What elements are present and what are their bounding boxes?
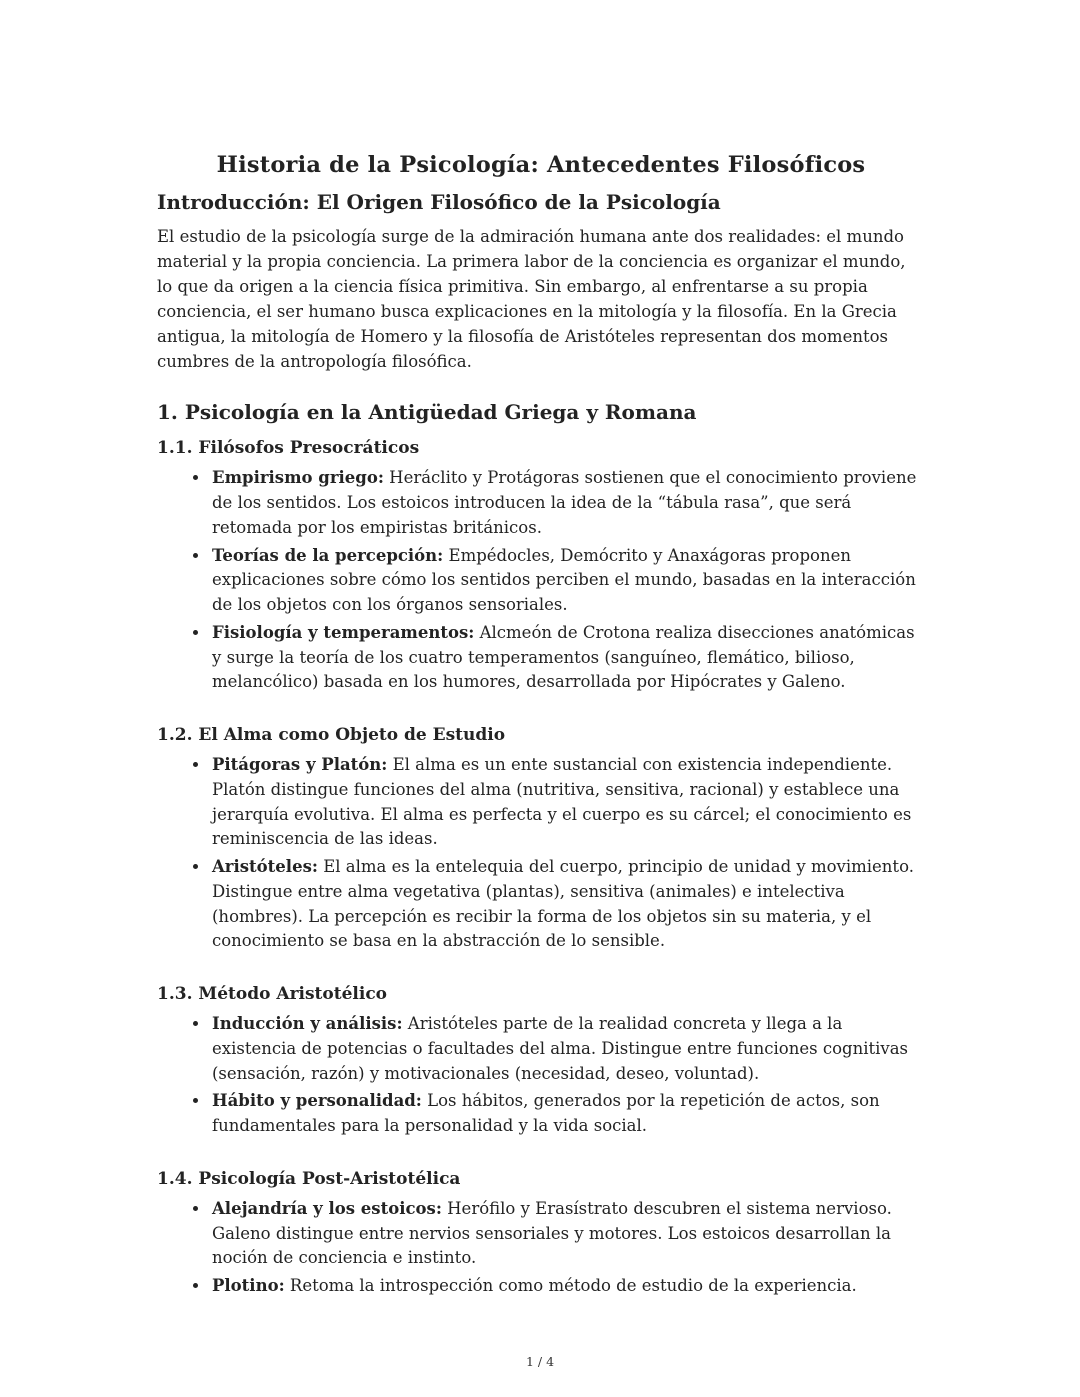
list-item xyxy=(210,544,925,618)
bullet-text: Retoma la introspección como método de estudio de la experiencia. xyxy=(284,1276,857,1296)
bullet-lead: Fisiología y temperamentos: xyxy=(212,622,475,642)
subsection-1-3-heading: 1.3. Método Aristotélico xyxy=(157,984,388,1005)
bullet-lead: Alejandría y los estoicos: xyxy=(212,1198,442,1218)
subsection-1-1-heading: 1.1. Filósofos Presocráticos xyxy=(157,438,420,459)
bullet-lead: Plotino: xyxy=(212,1276,285,1296)
subsection-1-4-heading: 1.4. Psicología Post-Aristotélica xyxy=(157,1168,461,1189)
bullet-lead: Pitágoras y Platón: xyxy=(212,755,388,775)
list-item xyxy=(210,621,925,695)
list-item xyxy=(210,1089,925,1139)
subsection-1-4-list xyxy=(157,1197,925,1299)
list-item xyxy=(210,466,925,540)
bullet-lead: Teorías de la percepción: xyxy=(212,545,444,565)
subsection-1-3-list xyxy=(157,1012,925,1139)
bullet-lead: Inducción y análisis: xyxy=(212,1014,403,1034)
bullet-text: Aristóteles parte de la realidad concreta y llega a la existencia de potencias o facultades del alma. Distingue entre funciones cognitivas (sensación, razón) y motivacionales (necesidad, deseo, voluntad). xyxy=(212,1014,909,1083)
bullet-text: Alcmeón de Crotona realiza disecciones anatómicas y surge la teoría de los cuatro temperamentos (sanguíneo, flemático, bilioso, melancólico) basada en los humores, desarrollada por Hipócrates y Galeno. xyxy=(212,622,915,692)
intro-paragraph: El estudio de la psicología surge de la admiración humana ante dos realidades: el mundo material y la propia conciencia. La primera labor de la conciencia es organizar el mundo, lo que da origen a la ciencia física primitiva. Sin embargo, al enfrentarse a su propia conciencia, el ser humano busca explicaciones en la mitología y la filosofía. En la Grecia antigua, la mitología de Homero y la filosofía de Aristóteles representan dos momentos cumbres de la antropología filosófica. xyxy=(157,227,906,372)
page-number: 1 / 4 xyxy=(525,1354,555,1369)
bullet-lead: Hábito y personalidad: xyxy=(212,1091,422,1111)
bullet-text: Empédocles, Demócrito y Anaxágoras proponen explicaciones sobre cómo los sentidos perciben el mundo, basadas en la interacción de los objetos con los órganos sensoriales. xyxy=(212,545,916,615)
list-item xyxy=(210,1012,925,1086)
list-item xyxy=(210,1274,925,1299)
bullet-text: Los hábitos, generados por la repetición de actos, son fundamentales para la personalidad y la vida social. xyxy=(212,1091,880,1136)
subsection-1-2-heading: 1.2. El Alma como Objeto de Estudio xyxy=(157,725,506,746)
list-item xyxy=(210,753,925,852)
subsection-1-2-list xyxy=(157,753,925,954)
bullet-lead: Empirismo griego: xyxy=(212,468,384,488)
list-item xyxy=(210,855,925,954)
bullet-text: Herófilo y Erasístrato descubren el sistema nervioso. Galeno distingue entre nervios sensoriales y motores. Los estoicos desarrollan la noción de conciencia e instinto. xyxy=(212,1198,892,1268)
bullet-lead: Aristóteles: xyxy=(212,857,318,877)
bullet-text: Heráclito y Protágoras sostienen que el conocimiento proviene de los sentidos. Los estoicos introducen la idea de la “tábula rasa”, que será retomada por los empiristas británicos. xyxy=(212,468,917,537)
subsection-1-1-list xyxy=(157,466,925,695)
section-1-heading: 1. Psicología en la Antigüedad Griega y Romana xyxy=(157,400,697,425)
page-title: Historia de la Psicología: Antecedentes Filosóficos xyxy=(216,152,866,178)
bullet-text: El alma es la entelequia del cuerpo, principio de unidad y movimiento. Distingue entre alma vegetativa (plantas), sensitiva (animales) e intelectiva (hombres). La percepción es recibir la forma de los objetos sin su materia, y el conocimiento se basa en la abstracción de lo sensible. xyxy=(212,857,914,951)
intro-heading: Introducción: El Origen Filosófico de la Psicología xyxy=(157,190,721,214)
bullet-text: El alma es un ente sustancial con existencia independiente. Platón distingue funciones del alma (nutritiva, sensitiva, racional) y establece una jerarquía evolutiva. El alma es perfecta y el cuerpo es su cárcel; el conocimiento es reminiscencia de las ideas. xyxy=(212,755,912,849)
list-item xyxy=(210,1197,925,1271)
